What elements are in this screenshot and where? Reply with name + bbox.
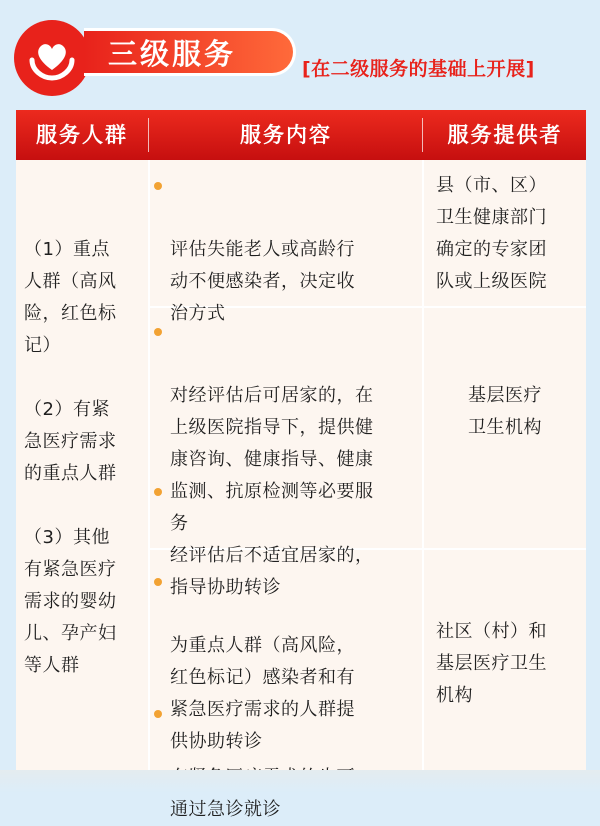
list-item xyxy=(170,170,410,330)
logo xyxy=(14,20,90,96)
bullet-dot xyxy=(154,328,162,336)
bullet-dot xyxy=(154,488,162,496)
content-text: 评估失能老人或高龄行 动不便感染者，决定收 治方式 xyxy=(170,239,355,324)
content-text: 为重点人群（高风险， 红色标记）感染者和有 紧急医疗需求的人群提 供协助转诊 xyxy=(170,635,355,752)
service-table xyxy=(16,110,586,820)
title-banner xyxy=(84,28,296,76)
bullet-dot xyxy=(154,182,162,190)
page-title: 三级服务 xyxy=(108,37,237,71)
provider-cell: 县（市、区） 卫生健康部门 确定的专家团 队或上级医院 xyxy=(436,175,547,292)
provider-cell: 社区（村）和 基层医疗卫生 机构 xyxy=(436,621,547,706)
list-item xyxy=(170,698,410,826)
column-header-provider: 服务提供者 xyxy=(447,123,563,147)
header-divider xyxy=(148,118,149,152)
bullet-dot xyxy=(154,710,162,718)
target-groups-cell: （1）重点 人群（高风 险，红色标 记） （2）有紧 急医疗需求 的重点人群 （3）其他 有紧急医疗 需求的婴幼 儿、孕产妇 等人群 xyxy=(24,239,117,676)
column-header-group: 服务人群 xyxy=(36,123,128,147)
header-divider xyxy=(422,118,423,152)
column-divider xyxy=(422,160,424,770)
content-text: 对经评估后可居家的，在 上级医院指导下，提供健 康咨询、健康指导、健康 监测、抗原检测等必要服 务 xyxy=(170,385,374,534)
column-divider xyxy=(148,160,150,770)
column-header-content: 服务内容 xyxy=(240,123,332,147)
content-text: 通过急诊就诊 xyxy=(170,799,281,820)
provider-cell: 基层医疗 卫生机构 xyxy=(468,385,542,438)
content-text: 经评估后不适宜居家的， 指导协助转诊 xyxy=(170,545,374,598)
table-header xyxy=(16,110,586,160)
bullet-dot xyxy=(154,578,162,586)
subtitle: [在二级服务的基础上开展] xyxy=(302,58,535,80)
header xyxy=(0,0,600,105)
heart-hands-icon xyxy=(28,34,76,82)
page-bottom xyxy=(0,770,600,793)
